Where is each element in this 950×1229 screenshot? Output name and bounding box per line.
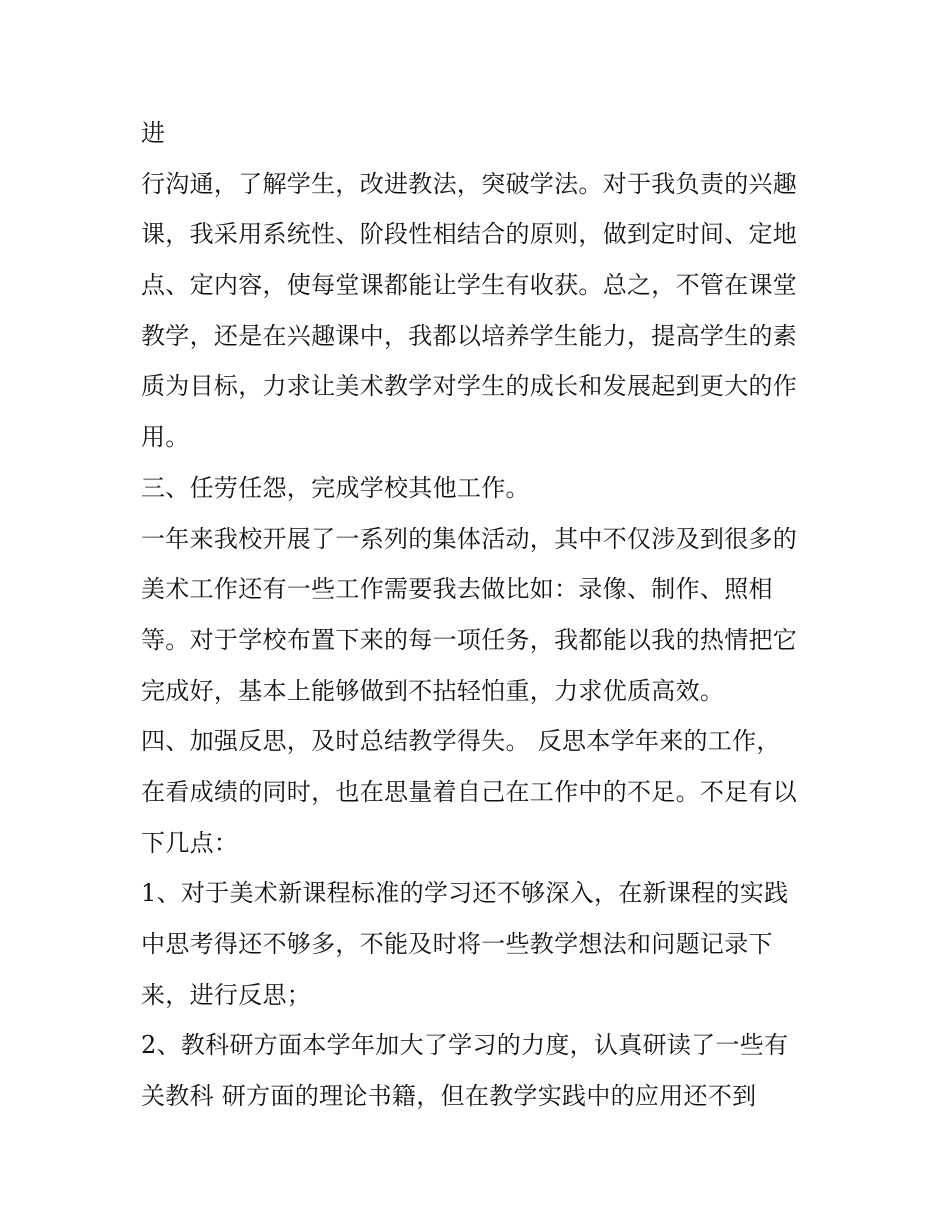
text-line: 完成好，基本上能够做到不拈轻怕重，力求优质高效。 xyxy=(141,676,725,705)
text-line: 一年来我校开展了一系列的集体活动，其中不仅涉及到很多的 xyxy=(141,524,798,553)
text-line: 进 xyxy=(141,119,166,147)
section-heading: 四、加强反思，及时总结教学得失。 反思本学年来的工作， xyxy=(141,727,781,756)
text-line: 用。 xyxy=(141,423,190,452)
list-item: 2、教科研方面本学年加大了学习的力度，认真研读了一些有 xyxy=(141,1031,789,1060)
text-line: 教学，还是在兴趣课中，我都以培养学生能力，提高学生的素 xyxy=(141,321,798,350)
text-line: 质为目标，力求让美术教学对学生的成长和发展起到更大的作 xyxy=(141,372,798,401)
list-item: 1、对于美术新课程标准的学习还不够深入，在新课程的实践 xyxy=(141,879,789,908)
text-line: 关教科 研方面的理论书籍，但在教学实践中的应用还不到 xyxy=(141,1082,757,1111)
text-line: 行沟通，了解学生，改进教法，突破学法。对于我负责的兴趣 xyxy=(141,169,798,198)
text-line: 美术工作还有一些工作需要我去做比如：录像、制作、照相 xyxy=(141,575,773,604)
text-line: 中思考得还不够多，不能及时将一些教学想法和问题记录下 xyxy=(141,930,773,958)
text-line: 下几点： xyxy=(141,828,239,857)
text-line: 课，我采用系统性、阶段性相结合的原则，做到定时间、定地 xyxy=(141,220,798,249)
text-line: 点、定内容，使每堂课都能让学生有收获。总之，不管在课堂 xyxy=(141,271,798,300)
text-line: 在看成绩的同时，也在思量着自己在工作中的不足。不足有以 xyxy=(141,777,798,806)
text-line: 来，进行反思； xyxy=(141,980,312,1009)
document-body xyxy=(141,108,821,1122)
section-heading: 三、任劳任怨，完成学校其他工作。 xyxy=(141,473,530,502)
text-line: 等。对于学校布置下来的每一项任务，我都能以我的热情把它 xyxy=(141,625,798,654)
